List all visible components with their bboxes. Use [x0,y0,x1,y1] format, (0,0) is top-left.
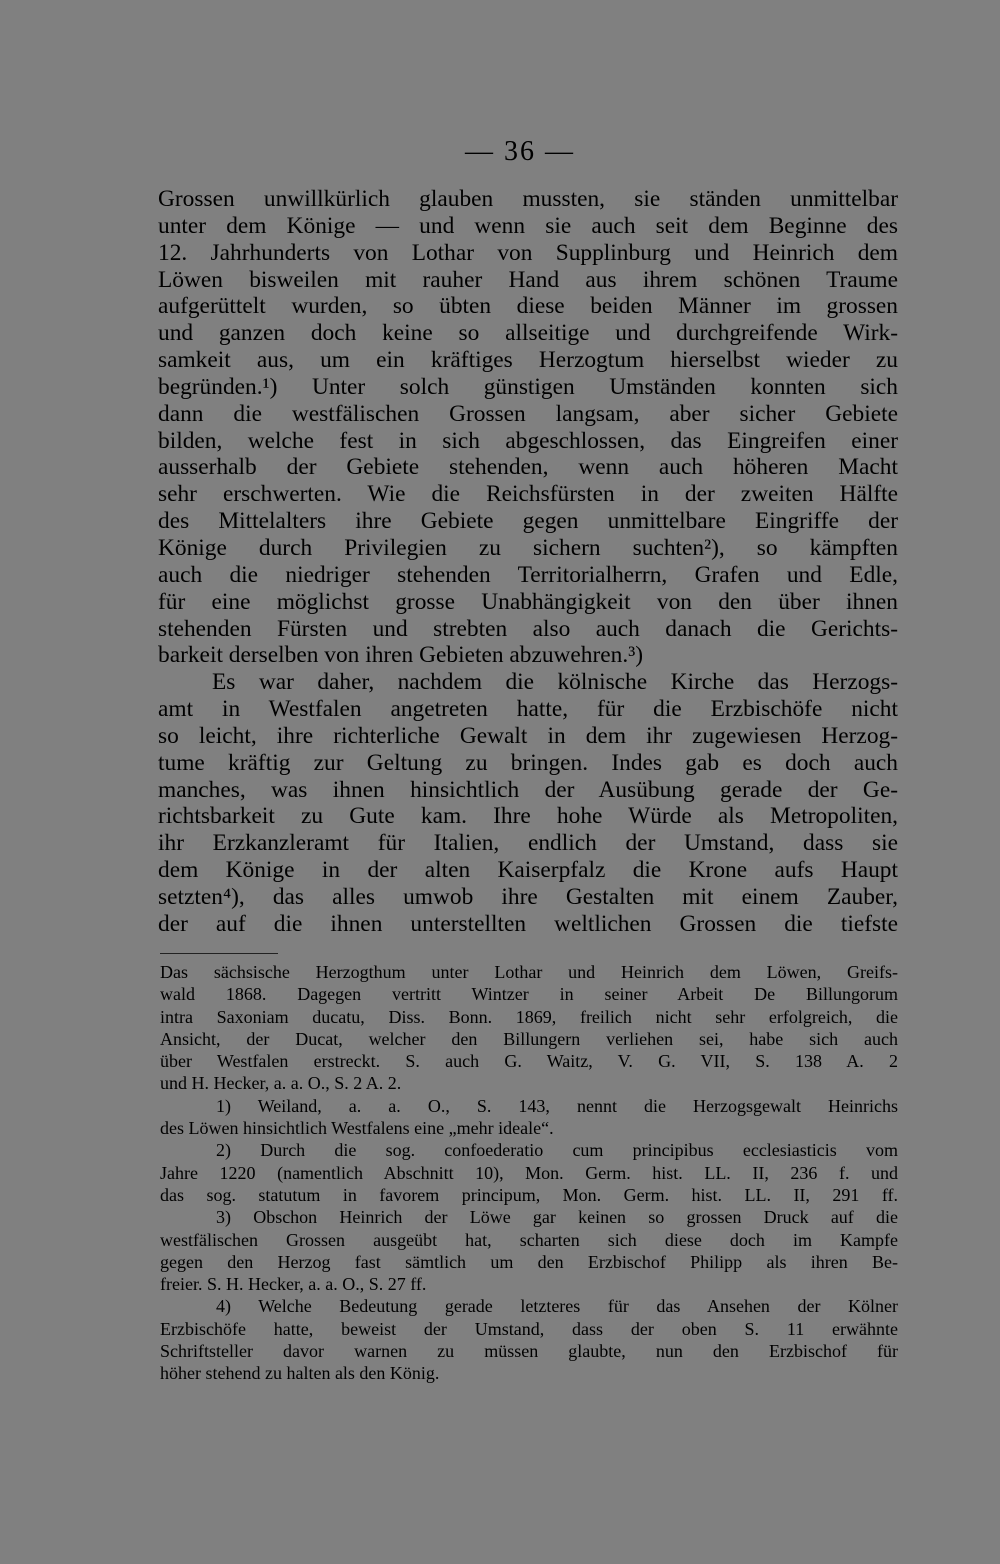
footnote-line: 1) Weiland, a. a. O., S. 143, nennt die Herzogsgewalt Heinrichs [216,1095,898,1116]
body-line: des Mittelalters ihre Gebiete gegen unmittelbare Eingriffe der [158,508,898,535]
body-line: unter dem Könige — und wenn sie auch seit dem Beginne des [158,212,898,239]
body-line: und ganzen doch keine so allseitige und durchgreifende Wirk- [158,320,898,347]
footnote-line: westfälischen Grossen ausgeübt hat, scharten sich diese doch im Kampfe [160,1229,898,1250]
body-line: setzten⁴), das alles umwob ihre Gestalten mit einem Zauber, [158,883,898,910]
footnotes [160,961,898,1385]
footnote-line: Das sächsische Herzogthum unter Lothar und Heinrich dem Löwen, Greifs- [160,962,898,982]
body-line: dann die westfälischen Grossen langsam, aber sicher Gebiete [158,400,898,427]
footnote-line: 2) Durch die sog. confoederatio cum principibus ecclesiasticis vom [216,1140,898,1161]
footnote-line: Ansicht, der Ducat, welcher den Billungern verliehen sei, habe sich auch [160,1028,898,1049]
body-line: barkeit derselben von ihren Gebieten abzuwehren.³) [158,642,644,669]
page-number: — 36 — [465,136,575,167]
footnote-line: und H. Hecker, a. a. O., S. 2 A. 2. [160,1073,402,1094]
body-text [158,186,898,938]
body-line: bilden, welche fest in sich abgeschlossen, das Eingreifen einer [158,427,898,454]
body-line: Es war daher, nachdem die kölnische Kirche das Herzogs- [212,669,898,696]
body-line: samkeit aus, um ein kräftiges Herzogtum hierselbst wieder zu [158,347,898,374]
body-line: sehr erschwerten. Wie die Reichsfürsten in der zweiten Hälfte [158,481,898,508]
body-line: für eine möglichst grosse Unabhängigkeit von den über ihnen [158,588,898,615]
body-line: Löwen bisweilen mit rauher Hand aus ihrem schönen Traume [158,266,898,293]
body-line: 12. Jahrhunderts von Lothar von Supplinburg und Heinrich dem [158,239,898,266]
body-line: auch die niedriger stehenden Territorialherrn, Grafen und Edle, [158,561,898,588]
footnote-line: gegen den Herzog fast sämtlich um den Erzbischof Philipp als ihren Be- [160,1251,898,1272]
footnote-line: höher stehend zu halten als den König. [160,1363,440,1384]
body-line: richtsbarkeit zu Gute kam. Ihre hohe Würde als Metropoliten, [158,803,898,830]
footnote-line: 4) Welche Bedeutung gerade letzteres für das Ansehen der Kölner [216,1296,898,1317]
footnote-divider [160,953,278,954]
body-line: tume kräftig zur Geltung zu bringen. Indes gab es doch auch [158,749,898,776]
body-line: stehenden Fürsten und strebten also auch danach die Gerichts- [158,615,898,642]
body-line: dem Könige in der alten Kaiserpfalz die Krone aufs Haupt [158,857,898,884]
footnote-line: Erzbischöfe hatte, beweist der Umstand, dass der oben S. 11 erwähnte [160,1318,898,1339]
footnote-line: freier. S. H. Hecker, a. a. O., S. 27 ff. [160,1274,427,1295]
body-line: ihr Erzkanzleramt für Italien, endlich der Umstand, dass sie [158,830,898,857]
body-line: Könige durch Privilegien zu sichern suchten²), so kämpften [158,534,898,561]
body-line: begründen.¹) Unter solch günstigen Umständen konnten sich [158,373,898,400]
body-line: manches, was ihnen hinsichtlich der Ausübung gerade der Ge- [158,776,898,803]
footnote-line: Schriftsteller davor warnen zu müssen glaubte, nun den Erzbischof für [160,1341,898,1362]
body-line: aufgerüttelt wurden, so übten diese beiden Männer im grossen [158,293,898,320]
footnote-line: über Westfalen erstreckt. S. auch G. Waitz, V. G. VII, S. 138 A. 2 [160,1051,898,1072]
footnote-line: Jahre 1220 (namentlich Abschnitt 10), Mon. Germ. hist. LL. II, 236 f. und [160,1162,898,1183]
body-line: der auf die ihnen unterstellten weltlichen Grossen die tiefste [158,910,898,937]
body-line: amt in Westfalen angetreten hatte, für die Erzbischöfe nicht [158,696,898,723]
footnote-line: wald 1868. Dagegen vertritt Wintzer in seiner Arbeit De Billungorum [160,984,898,1005]
body-line: so leicht, ihre richterliche Gewalt in dem ihr zugewiesen Herzog- [158,722,898,749]
footnote-line: intra Saxoniam ducatu, Diss. Bonn. 1869, freilich nicht sehr erfolgreich, die [160,1006,898,1027]
body-line: ausserhalb der Gebiete stehenden, wenn auch höheren Macht [158,454,898,481]
footnote-line: 3) Obschon Heinrich der Löwe gar keinen so grossen Druck auf die [216,1207,898,1228]
body-line: Grossen unwillkürlich glauben mussten, sie ständen unmittelbar [158,186,898,212]
footnote-line: des Löwen hinsichtlich Westfalens eine „mehr ideale“. [160,1118,554,1139]
footnote-line: das sog. statutum in favorem principum, Mon. Germ. hist. LL. II, 291 ff. [160,1184,898,1205]
